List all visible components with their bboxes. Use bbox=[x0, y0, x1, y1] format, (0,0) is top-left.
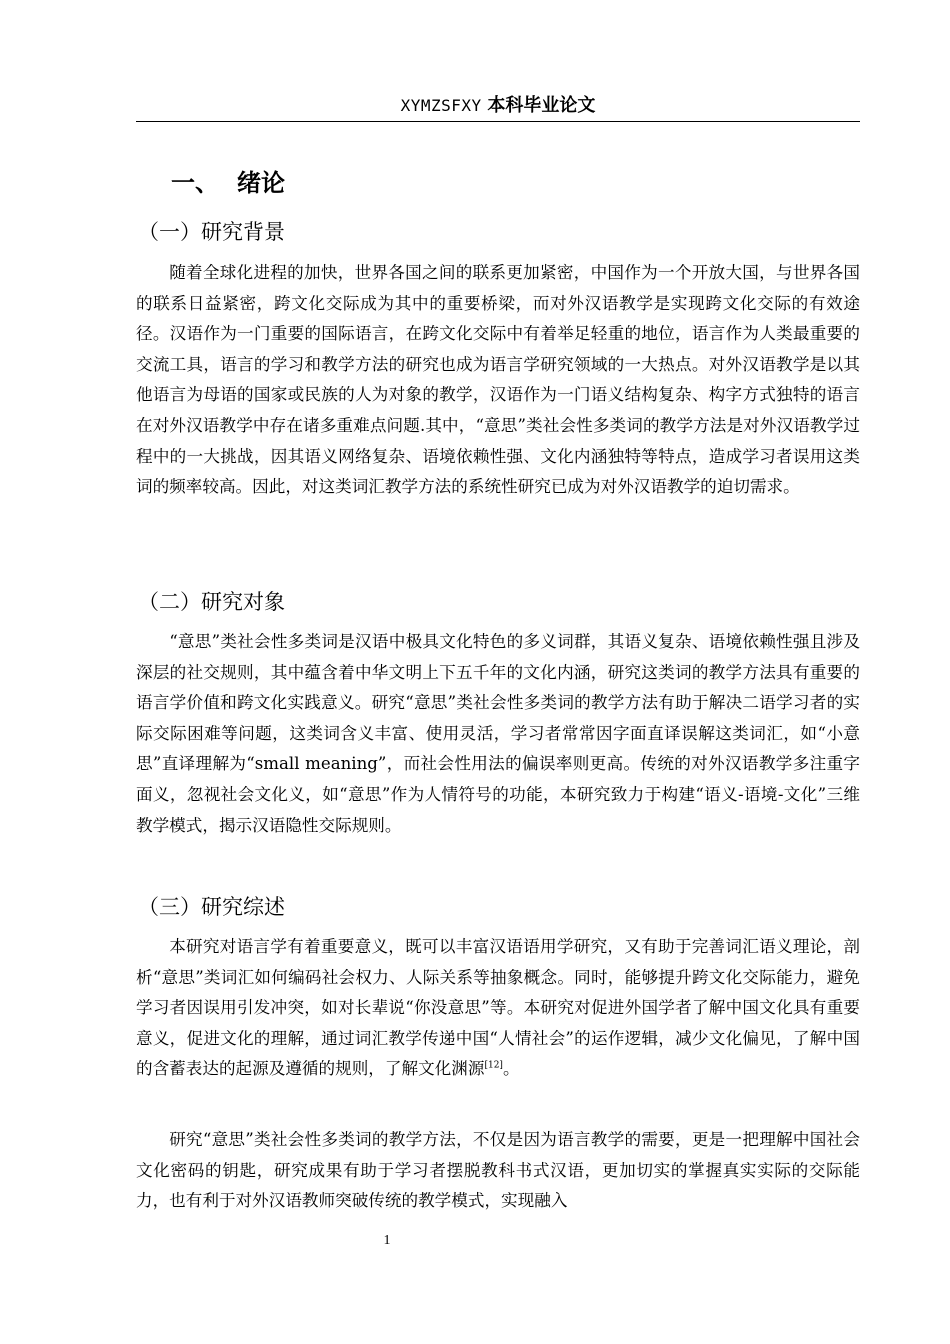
header-title: 本科毕业论文 bbox=[487, 95, 596, 116]
citation-ref: [12] bbox=[484, 1060, 503, 1071]
running-header bbox=[136, 93, 860, 119]
paragraph-review-1 bbox=[136, 932, 860, 1085]
chapter-number: 一、 bbox=[171, 169, 219, 197]
citation-tail: 。 bbox=[502, 1059, 520, 1079]
header-latin-code: XYMZSFXY bbox=[400, 96, 482, 115]
paragraph-review-2: 研究“意思”类社会性多类词的教学方法，不仅是因为语言教学的需要，更是一把理解中国社会文化密码的钥匙，研究成果有助于学习者摆脱教科书式汉语，更加切实的掌握真实实际的交际能力，也有利于对外汉语教师突破传统的教学模式，实现融入 bbox=[136, 1130, 860, 1211]
paragraph-background: 随着全球化进程的加快，世界各国之间的联系更加紧密，中国作为一个开放大国，与世界各国的联系日益紧密，跨文化交际成为其中的重要桥梁，而对外汉语教学是实现跨文化交际的有效途径。汉语作为一门重要的国际语言，在跨文化交际中有着举足轻重的地位，语言作为人类最重要的交流工具，语言的学习和教学方法的研究也成为语言学研究领域的一大热点。对外汉语教学是以其他语言为母语的国家或民族的人为对象的教学，汉语作为一门语义结构复杂、构字方式独特的语言在对外汉语教学中存在诸多重难点问题.其中，“意思”类社会性多类词的教学方法是对外汉语教学过程中的一大挑战，因其语义网络复杂、语境依赖性强、文化内涵独特等特点，造成学习者误用这类词的频率较高。因此，对这类词汇教学方法的系统性研究已成为对外汉语教学的迫切需求。 bbox=[136, 263, 860, 497]
section-heading-background: （一）研究背景 bbox=[138, 220, 285, 244]
chapter-heading bbox=[171, 166, 285, 200]
page-number: 1 bbox=[383, 1233, 391, 1248]
paragraph-object: “意思”类社会性多类词是汉语中极具文化特色的多义词群，其语义复杂、语境依赖性强且涉及深层的社交规则，其中蕴含着中华文明上下五千年的文化内涵，研究这类词的教学方法具有重要的语言学价值和跨文化实践意义。研究“意思”类社会性多类词的教学方法有助于解决二语学习者的实际交际困难等问题，这类词含义丰富、使用灵活，学习者常常因字面直译误解这类词汇，如“小意思”直译理解为“small meaning”，而社会性用法的偏误率则更高。传统的对外汉语教学多注重字面义，忽视社会文化义，如“意思”作为人情符号的功能，本研究致力于构建“语义-语境-文化”三维教学模式，揭示汉语隐性交际规则。 bbox=[136, 632, 860, 835]
section-heading-object: （二）研究对象 bbox=[138, 590, 285, 614]
header-rule bbox=[136, 121, 860, 122]
section-heading-review: （三）研究综述 bbox=[138, 895, 285, 919]
paragraph-review-1-text: 本研究对语言学有着重要意义，既可以丰富汉语语用学研究，又有助于完善词汇语义理论，剖析“意思”类词汇如何编码社会权力、人际关系等抽象概念。同时，能够提升跨文化交际能力，避免学习者因误用引发冲突，如对长辈说“你没意思”等。本研究对促进外国学者了解中国文化具有重要意义，促进文化的理解，通过词汇教学传递中国“人情社会”的运作逻辑，减少文化偏见，了解中国的含蓄表达的起源及遵循的规则，了解文化渊源 bbox=[136, 937, 860, 1079]
chapter-title: 绪论 bbox=[237, 169, 285, 197]
